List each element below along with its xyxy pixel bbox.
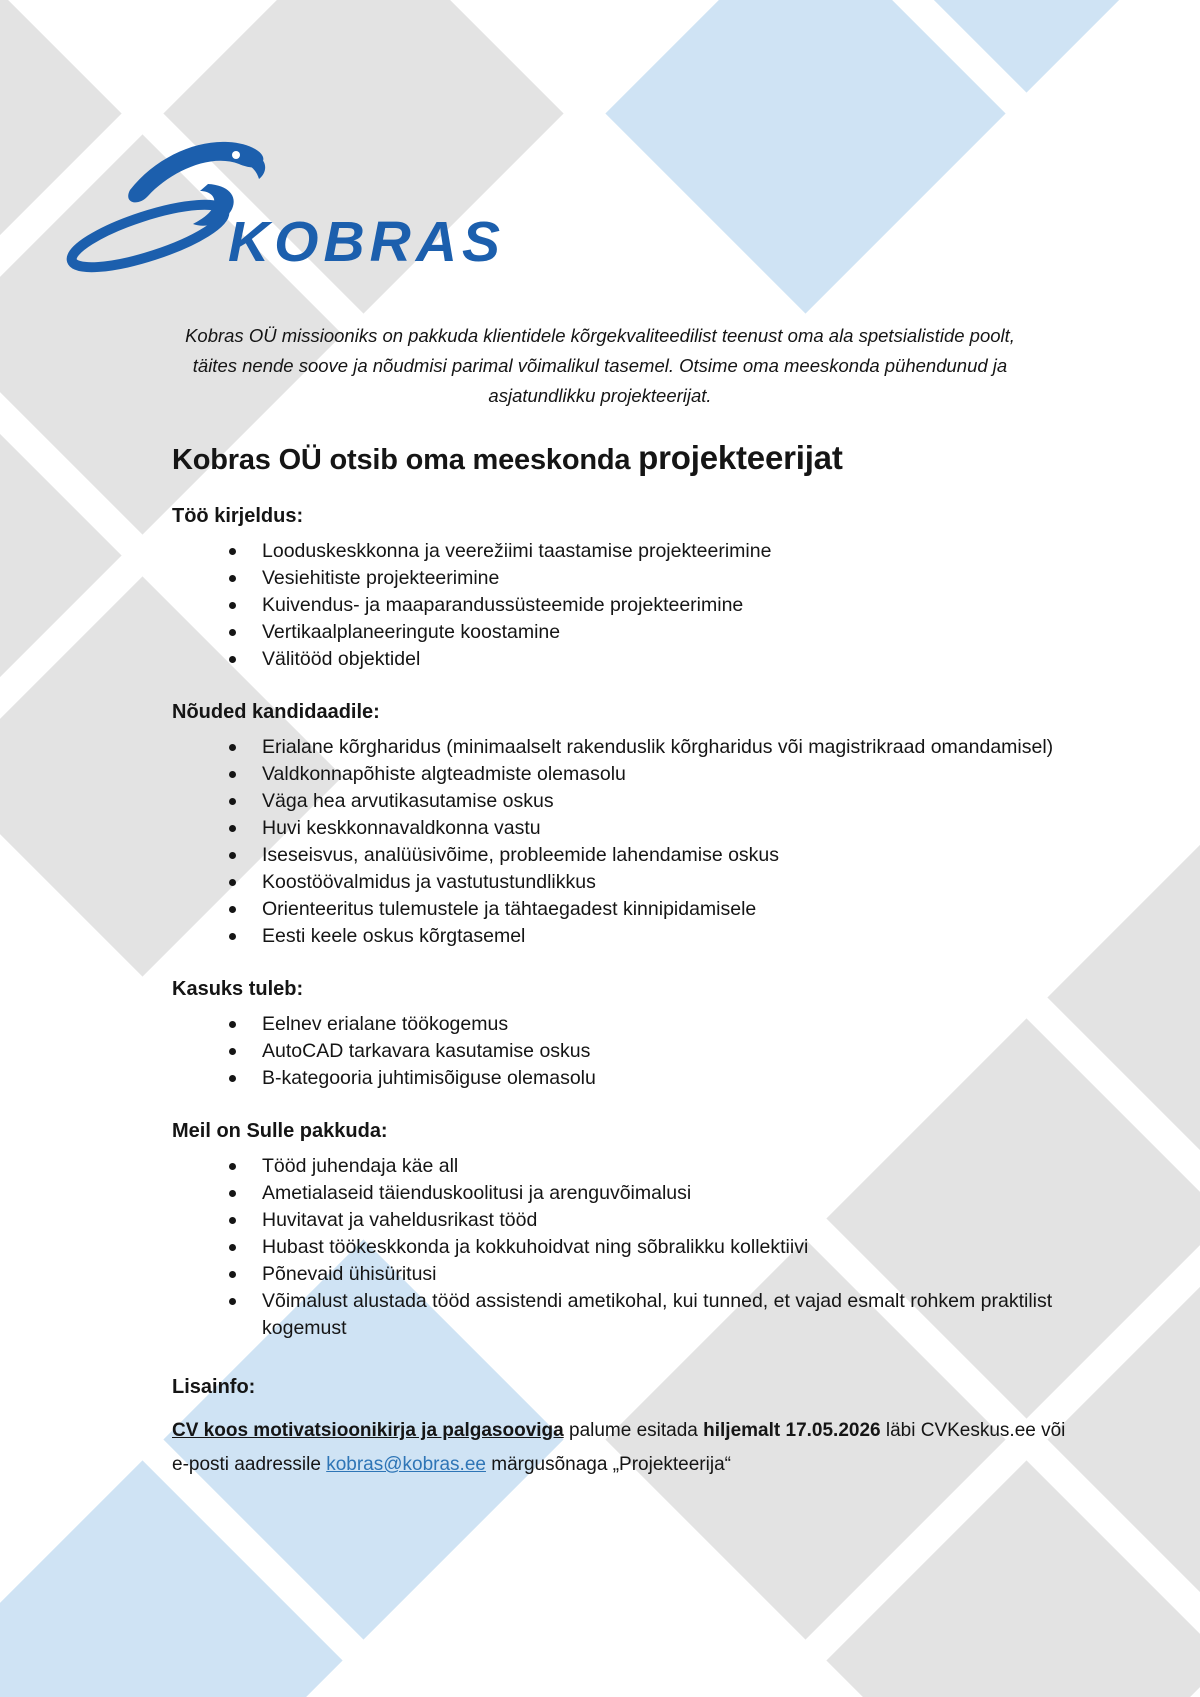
list-item: Erialane kõrgharidus (minimaalselt rakenduslik kõrgharidus või magistrikraad omandamisel) bbox=[172, 734, 1072, 761]
list-item: Koostöövalmidus ja vastutustundlikkus bbox=[172, 869, 1072, 896]
instruction-text: läbi CVKeskus.ee või e-posti aadressile bbox=[172, 1420, 1066, 1475]
main-column bbox=[172, 438, 1072, 1482]
list-item: Põnevaid ühisüritusi bbox=[172, 1261, 1072, 1288]
list-nouded bbox=[172, 734, 1072, 950]
list-item: Kuivendus- ja maaparandussüsteemide projekteerimine bbox=[172, 592, 1072, 619]
list-item: Iseseisvus, analüüsivõime, probleemide lahendamise oskus bbox=[172, 842, 1072, 869]
application-instructions bbox=[172, 1414, 1072, 1482]
list-item: Eelnev erialane töökogemus bbox=[172, 1011, 1072, 1038]
section-heading-pakkuda: Meil on Sulle pakkuda: bbox=[172, 1120, 388, 1142]
list-item: Ametialaseid täienduskoolitusi ja arenguvõimalusi bbox=[172, 1180, 1072, 1207]
list-item: Huvi keskkonnavaldkonna vastu bbox=[172, 815, 1072, 842]
cv-requirements-phrase: CV koos motivatsioonikirja ja palgasooviga bbox=[172, 1420, 564, 1441]
section-heading-kasuks: Kasuks tuleb: bbox=[172, 978, 304, 1000]
list-item: B-kategooria juhtimisõiguse olemasolu bbox=[172, 1065, 1072, 1092]
section-heading-too-kirjeldus: Töö kirjeldus: bbox=[172, 505, 304, 527]
logo-wordmark: KOBRAS bbox=[228, 210, 506, 273]
page-title-role: projekteerijat bbox=[638, 439, 843, 476]
list-item: Võimalust alustada tööd assistendi ametikohal, kui tunned, et vajad esmalt rohkem praktilist kogemust bbox=[172, 1288, 1072, 1342]
email-link[interactable]: kobras@kobras.ee bbox=[326, 1454, 486, 1475]
kobras-logo bbox=[60, 133, 560, 273]
application-deadline: hiljemalt 17.05.2026 bbox=[703, 1420, 881, 1441]
instruction-text: märgusõnaga „Projekteerija“ bbox=[485, 1454, 731, 1475]
cobra-logo-icon bbox=[60, 133, 560, 273]
list-too-kirjeldus bbox=[172, 538, 1072, 673]
list-item: Eesti keele oskus kõrgtasemel bbox=[172, 923, 1072, 950]
page-title bbox=[172, 438, 1072, 480]
mission-statement: Kobras OÜ missiooniks on pakkuda klientidele kõrgekvaliteedilist teenust oma ala spetsialistide poolt, täites nende soove ja nõudmisi parimal võimalikul tasemel. Otsime oma meeskonda pühendunud ja asjatundlikku projekteerijat. bbox=[185, 324, 1015, 406]
list-item: Valdkonnapõhiste algteadmiste olemasolu bbox=[172, 761, 1072, 788]
list-item: Väga hea arvutikasutamise oskus bbox=[172, 788, 1072, 815]
list-item: Looduskeskkonna ja veerežiimi taastamise projekteerimine bbox=[172, 538, 1072, 565]
section-heading-nouded: Nõuded kandidaadile: bbox=[172, 701, 380, 723]
list-item: AutoCAD tarkavara kasutamise oskus bbox=[172, 1038, 1072, 1065]
list-item: Vertikaalplaneeringute koostamine bbox=[172, 619, 1072, 646]
list-item: Huvitavat ja vaheldusrikast tööd bbox=[172, 1207, 1072, 1234]
list-item: Tööd juhendaja käe all bbox=[172, 1153, 1072, 1180]
list-item: Välitööd objektidel bbox=[172, 646, 1072, 673]
page-title-prefix: Kobras OÜ otsib oma meeskonda bbox=[172, 444, 639, 476]
instruction-text: palume esitada bbox=[563, 1420, 704, 1441]
list-pakkuda bbox=[172, 1153, 1072, 1342]
list-item: Orienteeritus tulemustele ja tähtaegadest kinnipidamisele bbox=[172, 896, 1072, 923]
list-kasuks bbox=[172, 1011, 1072, 1092]
list-item: Hubast töökeskkonda ja kokkuhoidvat ning sõbralikku kollektiivi bbox=[172, 1234, 1072, 1261]
section-heading-lisainfo: Lisainfo: bbox=[172, 1376, 256, 1398]
list-item: Vesiehitiste projekteerimine bbox=[172, 565, 1072, 592]
